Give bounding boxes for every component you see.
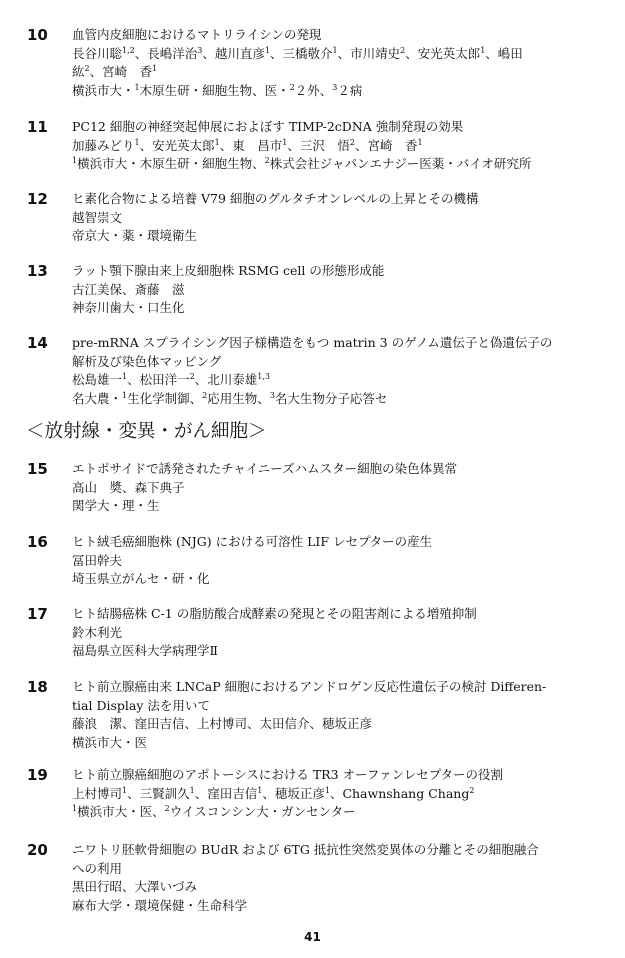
abstract-number: 12 [27,190,48,208]
abstract-authors: 上村博司$^1$、三賢訓久$^1$、窪田吉信$^1$、穂坂正彦$^1$、Chawnshang Chang$^2$ [72,785,475,801]
abstract-body [72,334,592,408]
abstract-title: ニワトリ胚軟骨細胞の BUdR および 6TG 抵抗性突然変異体の分離とその細胞融合 [72,842,539,857]
abstract-number: 18 [27,678,48,696]
abstract-title: ヒ素化合物による培養 V79 細胞のグルタチオンレベルの上昇とその機構 [72,191,479,206]
abstract-number: 14 [27,334,48,352]
abstract-title: tial Display 法を用いて [72,697,210,713]
abstract-title: PC12 細胞の神経突起伸展におよぼす TIMP-2cDNA 強制発現の効果 [72,119,464,134]
abstract-body [72,460,592,516]
abstract-body [72,190,592,246]
abstract-title: エトポサイドで誘発されたチャイニーズハムスター細胞の染色体異常 [72,461,458,476]
abstract-title: ラット顎下腺由来上皮細胞株 RSMG cell の形態形成能 [72,263,385,278]
abstract-body [72,766,592,822]
page-number: 41 [304,930,321,944]
abstract-authors: 古江美保、斎藤 滋 [72,281,185,297]
section-heading: ＜放射線・変異・がん細胞＞ [26,421,267,442]
abstract-affiliation: 麻布大学・環境保健・生命科学 [72,897,248,913]
abstract-authors: 越智崇文 [72,209,123,225]
abstract-body [72,841,592,915]
abstract-body [72,262,592,318]
abstract-title: pre-mRNA スプライシング因子様構造をもつ matrin 3 のゲノム遺伝子と偽遺伝子の [72,335,553,350]
abstract-number: 16 [27,533,48,551]
abstract-authors: 加藤みどり$^1$、安光英太郎$^1$、東 昌市$^1$、三沢 悟$^2$、宮崎 香$^1$ [72,137,423,153]
abstract-body [72,118,592,174]
abstract-affiliation: $^1$横浜市大・医、$^2$ウイスコンシン大・ガンセンター [72,804,356,819]
abstract-body [72,26,592,100]
abstract-number: 15 [27,460,48,478]
abstract-number: 11 [27,118,48,136]
abstract-title: ヒト結腸癌株 C-1 の脂肪酸合成酵素の発現とその阻害剤による増殖抑制 [72,606,477,621]
abstract-number: 17 [27,605,48,623]
abstract-authors: 紘$^2$、宮崎 香$^1$ [72,64,158,79]
abstract-authors: 松島雄一$^1$、松田洋一$^2$、北川泰雄$^{1,3}$ [72,372,270,387]
abstract-authors: 黒田行昭、大澤いづみ [72,879,198,894]
abstract-affiliation: 埼玉県立がんセ・研・化 [72,571,210,586]
abstract-affiliation: 横浜市大・$^1$木原生研・細胞生物、医・$^2$２外、$^3$２病 [72,82,363,98]
abstract-title: への利用 [72,860,123,876]
abstract-number: 20 [27,841,48,859]
abstract-authors: 冨田幹夫 [72,552,123,568]
abstract-affiliation: 関学大・理・生 [72,498,160,513]
abstract-authors: 藤浪 潔、窪田吉信、上村博司、太田信介、穂坂正彦 [72,716,373,731]
abstract-affiliation: $^1$横浜市大・木原生研・細胞生物、$^2$株式会社ジャパンエナジー医薬・バイオ研究所 [72,156,532,171]
abstract-title: 解析及び染色体マッピング [72,353,222,369]
abstract-number: 13 [27,262,48,280]
abstract-affiliation: 福島県立医科大学病理学Ⅱ [72,643,218,658]
abstract-authors: 長谷川聡$^{1,2}$、長嶋洋治$^3$、越川直彦$^1$、三橋敬介$^1$、市川靖史$^2$、安光英太郎$^1$、嶋田 [72,45,523,61]
abstract-affiliation: 名大農・$^1$生化学制御、$^2$応用生物、$^3$名大生物分子応答セ [72,390,388,406]
abstract-body [72,533,592,589]
abstract-body [72,605,592,661]
abstract-body [72,678,592,752]
abstract-authors: 鈴木利光 [72,624,123,640]
abstract-title: ヒト前立腺癌由来 LNCaP 細胞におけるアンドロゲン反応性遺伝子の検討 Differen- [72,679,547,694]
abstract-affiliation: 帝京大・薬・環境衛生 [72,228,198,243]
abstract-title: 血管内皮細胞におけるマトリライシンの発現 [72,27,322,42]
abstract-number: 19 [27,766,48,784]
abstract-authors: 高山 奬、森下典子 [72,479,185,495]
abstract-affiliation: 横浜市大・医 [72,734,148,750]
abstract-title: ヒト前立腺癌細胞のアポトーシスにおける TR3 オーファンレセプターの役割 [72,767,503,782]
abstract-affiliation: 神奈川歯大・口生化 [72,300,185,315]
abstract-title: ヒト絨毛癌細胞株 (NJG) における可溶性 LIF レセプターの産生 [72,534,433,549]
abstract-number: 10 [27,26,48,44]
